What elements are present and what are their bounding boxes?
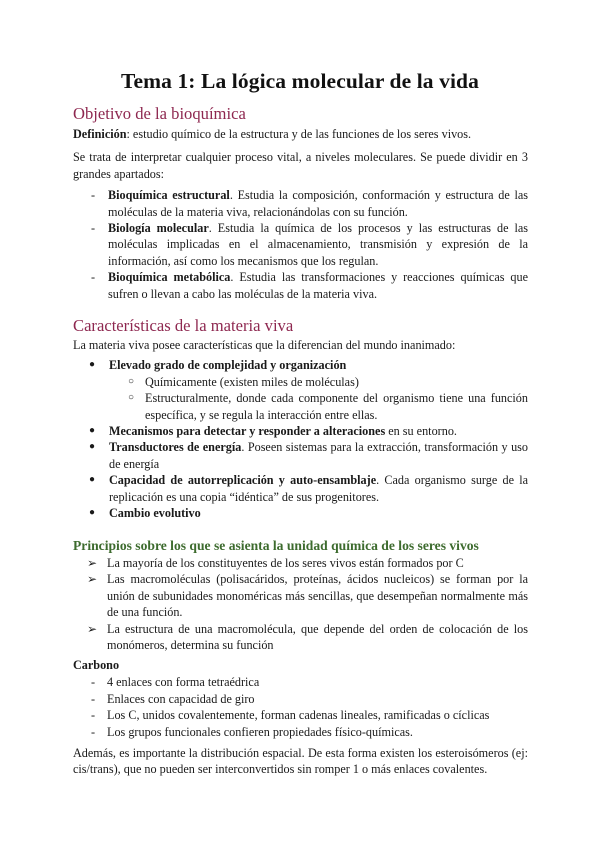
page-title: Tema 1: La lógica molecular de la vida [121,69,479,93]
dash-marker: - [91,188,96,203]
list-item [73,357,528,423]
section-caracteristicas [73,316,528,521]
item-bold: Elevado grado de complejidad y organización [109,358,347,373]
item-text: Los C, unidos covalentemente, forman cadenas lineales, ramificadas o cíclicas [107,708,490,723]
item-bold: Capacidad de autorreplicación y auto-ensamblaje [109,473,377,488]
item-text: en su entorno. [385,424,457,439]
dash-marker: - [91,221,96,236]
list-item [73,423,528,439]
item-text: 4 enlaces con forma tetraédrica [107,675,260,690]
objetivo-list [73,187,528,302]
dash-marker: - [91,724,96,739]
list-item [73,724,528,740]
section-principios [73,537,528,653]
sub-item-text: Estructuralmente, donde cada componente del organismo tiene una función específica, y se regula la interacción entre ellas. [145,391,528,422]
item-bold: Bioquímica metabólica [108,270,231,285]
item-text: La mayoría de los constituyentes de los seres vivos están formados por C [107,556,464,570]
list-item [73,187,528,220]
item-text: Los grupos funcionales confieren propiedades físico-químicas. [107,724,413,739]
caracteristicas-list [73,357,528,521]
item-bold: Mecanismos para detectar y responder a alteraciones [109,424,386,439]
list-item [73,621,528,654]
sub-list [73,374,528,423]
arrow-marker: ➢ [87,556,98,570]
sub-list-item [73,390,528,423]
closing-paragraph: Además, es importante la distribución espacial. De esta forma existen los esteroisómeros (ej: cis/trans), que no pueden ser interconvertidos sin romper 1 o más enlaces covalentes. [73,746,528,777]
list-item [73,505,528,521]
definition-label: Definición [73,127,127,141]
arrow-marker: ➢ [87,621,98,636]
list-item [73,269,528,302]
arrow-marker: ➢ [87,572,98,587]
item-text: . Cada organismo surge de la replicación es una copia “idéntica” de sus progenitores. [109,473,528,504]
item-text: Enlaces con capacidad de giro [107,691,255,706]
circle-marker: ○ [128,392,135,404]
list-item [73,571,528,620]
list-item [73,472,528,505]
circle-marker: ○ [128,375,135,387]
item-bold: Bioquímica estructural [108,188,230,203]
bullet-marker: ● [89,359,96,371]
item-text: . Estudia la química de los procesos y las estructuras de las moléculas implicadas en el almacenamiento, transmisión y expresión de la información, así como los mecanismos que los regulan. [108,221,528,268]
sub-item-text: Químicamente (existen miles de moléculas) [145,374,359,389]
list-item [73,691,528,707]
section-heading-principios: Principios sobre los que se asienta la unidad química de los seres vivos [73,538,479,553]
principios-list [73,555,528,653]
list-item [73,707,528,723]
bullet-marker: ● [89,507,96,519]
bullet-marker: ● [89,441,96,453]
section-carbono [73,657,528,778]
caracteristicas-intro: La materia viva posee características que la diferencian del mundo inanimado: [73,338,456,352]
list-item [73,220,528,269]
item-text: . Estudia la composición, conformación y estructura de las moléculas de la materia viva, relacionándolas con su función. [108,188,528,219]
dash-marker: - [91,675,96,690]
carbono-list [73,674,528,740]
dash-marker: - [91,691,96,706]
sub-list-item [73,374,528,390]
bullet-marker: ● [89,474,96,486]
item-text: La estructura de una macromolécula, que depende del orden de colocación de los monómeros, determina su función [107,621,528,653]
definition-text: : estudio químico de la estructura y de las funciones de los seres vivos. [126,127,472,141]
section-heading-caracteristicas: Características de la materia viva [73,316,294,335]
item-bold: Biología molecular [108,221,209,236]
section-objetivo [73,104,528,302]
item-bold: Transductores de energía [109,440,242,455]
dash-marker: - [91,708,96,723]
section-heading-objetivo: Objetivo de la bioquímica [73,104,246,123]
list-item [73,555,528,571]
item-bold: Cambio evolutivo [109,506,201,521]
bullet-marker: ● [89,425,96,437]
definition-paragraph [73,126,528,142]
item-text: . Estudia las transformaciones y reacciones químicas que sufren o llevan a cabo las moléculas de la materia viva. [108,270,528,301]
list-item [73,674,528,690]
list-item [73,439,528,472]
objetivo-intro: Se trata de interpretar cualquier proceso vital, a niveles moleculares. Se puede dividir en 3 grandes apartados: [73,150,528,181]
item-text: Las macromoléculas (polisacáridos, proteínas, ácidos nucleicos) se forman por la unión de subunidades monoméricas más sencillas, que desempeñan normalmente más de una función. [107,572,528,620]
item-text: . Poseen sistemas para la extracción, transformación y uso de energía [109,440,529,471]
carbono-heading: Carbono [73,658,120,672]
dash-marker: - [91,270,96,285]
